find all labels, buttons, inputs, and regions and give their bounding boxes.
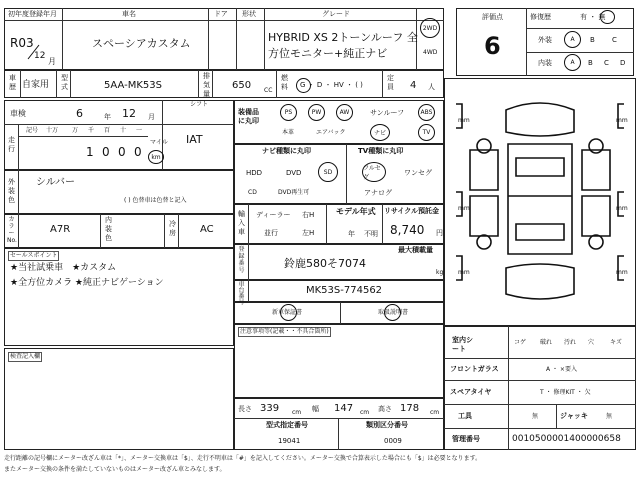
- equip-pw-circle: [308, 104, 325, 121]
- car-diagram: [450, 96, 630, 316]
- month-unit: 月: [148, 113, 155, 121]
- col-divider: [382, 204, 383, 244]
- exterior-label: 外装色: [8, 178, 15, 204]
- repair-label: 修復歴: [530, 13, 551, 21]
- col-divider: [248, 204, 249, 244]
- recycle-unit: 円: [436, 229, 443, 237]
- grade-line2: 方位モニター+純正ナビ: [268, 47, 388, 60]
- col-divider: [100, 214, 101, 248]
- km-circle: [148, 150, 164, 164]
- col-divider: [340, 302, 341, 324]
- height-label: 高さ: [378, 405, 392, 413]
- sheet-tear: 破れ: [540, 339, 553, 346]
- nav-sd-circle: [318, 162, 338, 182]
- reg-month: 12: [34, 51, 46, 61]
- spare-tire-options: T ・ 修理KIT ・ 欠: [540, 389, 591, 396]
- color-no: A7R: [50, 224, 71, 235]
- memo-label6: 十: [120, 127, 127, 134]
- drive-2wd: 2WD: [422, 24, 438, 32]
- nav-cd: CD: [248, 189, 257, 196]
- new-warranty: 新車保証書: [272, 309, 303, 316]
- usage: 自家用: [22, 80, 50, 90]
- col-divider: [346, 144, 347, 204]
- reg-label: 車歴: [9, 74, 16, 91]
- front-glass-label: フロントガラス: [450, 365, 499, 373]
- sheet-hole: 穴: [588, 339, 595, 346]
- equip-aw-circle: [336, 104, 353, 121]
- nav-dvd-play: DVD再生可: [278, 189, 310, 196]
- col-divider: [20, 70, 21, 98]
- nav-dvd: DVD: [286, 169, 302, 177]
- row-divider: [444, 380, 636, 381]
- mileage-label: 走行: [8, 136, 15, 153]
- car-name: スペーシアカスタム: [92, 37, 191, 50]
- capacity-label: 定員: [387, 74, 394, 91]
- col-divider: [264, 8, 265, 70]
- equip-ps-circle: [280, 104, 297, 121]
- recycle: 8,740: [390, 223, 425, 237]
- col-divider: [326, 204, 327, 244]
- mm-label: mm: [458, 205, 470, 212]
- memo-label1: 記号: [26, 127, 39, 134]
- inspector-label: 検査記入欄: [10, 353, 41, 360]
- grade-label: グレード: [322, 10, 350, 18]
- type-designation-label: 型式指定番号: [266, 421, 308, 429]
- import-dealer: ディーラー: [256, 211, 291, 219]
- overall-score: 6: [484, 32, 501, 60]
- mileage-digit: 1: [86, 145, 94, 159]
- year-unit: 年: [104, 113, 111, 121]
- memo-label4: 千: [88, 127, 95, 134]
- footer-line2: またメーター交換の条件を満たしていないものはメーター改ざん車とみなします。: [4, 466, 226, 473]
- manual-circle: [384, 304, 401, 321]
- mileage-digit: 0: [118, 145, 126, 159]
- exterior-score-label: 外装: [538, 36, 552, 44]
- displacement-label: 排気量: [203, 72, 210, 98]
- length-unit: cm: [292, 409, 302, 416]
- mileage-unit: km: [151, 153, 161, 161]
- chassis: MK53S-774562: [306, 285, 383, 296]
- equip-tv: TV: [422, 129, 431, 136]
- row-divider: [18, 136, 148, 137]
- import-right: 右H: [302, 211, 315, 219]
- interior-score-c: C: [604, 59, 609, 67]
- fuel-options: G ・ D ・ HV ・ ( ): [300, 81, 363, 89]
- row-divider: [4, 124, 234, 125]
- equip-ps: PS: [284, 109, 293, 116]
- equip-sunroof: サンルーフ: [370, 109, 405, 117]
- sales-point-label: セールスポイント: [10, 252, 58, 259]
- mgmt-label: 管理番号: [452, 435, 480, 443]
- warranty-circle: [280, 304, 297, 321]
- model-year-label: モデル年式: [336, 207, 376, 216]
- import-label: 輸入車: [238, 210, 245, 236]
- ac-label: 冷房: [169, 220, 176, 237]
- tools-label: 工具: [458, 412, 472, 420]
- tools-value: 無: [532, 413, 539, 420]
- nav-header: ナビ種類に丸印: [262, 147, 311, 155]
- shift-label: シフト: [190, 101, 209, 108]
- door-label: ドア: [214, 10, 228, 18]
- mm-label: mm: [616, 205, 628, 212]
- shaken-label: 車検: [10, 109, 26, 118]
- car-name-label: 車名: [122, 10, 136, 18]
- memo-label5: 百: [104, 127, 111, 134]
- reg-month-unit: 月: [48, 57, 56, 66]
- row-divider: [234, 418, 444, 419]
- shaken-month: 12: [122, 107, 136, 120]
- length: 339: [260, 403, 280, 414]
- capacity-unit: 人: [428, 83, 435, 91]
- mm-label: mm: [616, 269, 628, 276]
- sales-line: ★全方位カメラ ★純正ナビゲーション: [10, 278, 164, 288]
- col-divider: [198, 70, 199, 98]
- nav-hdd: HDD: [246, 169, 263, 177]
- equip-abs: ABS: [420, 109, 433, 116]
- first-reg-label: 初年度登録年月: [8, 10, 57, 18]
- col-divider: [556, 404, 557, 428]
- col-divider: [248, 244, 249, 280]
- mile-label: マイル: [150, 139, 168, 146]
- interior-label: 内装色: [105, 216, 112, 242]
- equip-navi-circle: [370, 124, 390, 141]
- tv-fullseg: フルセグ: [363, 165, 381, 181]
- exterior-note: ( ) 色替車は色替と記入: [124, 197, 187, 204]
- row-divider: [526, 52, 634, 53]
- inspector-block: [4, 348, 234, 450]
- shaken-year: 6: [76, 107, 83, 120]
- chassis-label: 車台番号: [238, 281, 245, 306]
- shift: IAT: [186, 133, 203, 146]
- manual: 取扱説明書: [378, 309, 409, 316]
- equip-tv-circle: [418, 124, 435, 141]
- tv-fullseg-circle: [362, 162, 386, 182]
- fuel-label: 燃料: [281, 74, 288, 91]
- width-unit: cm: [360, 409, 370, 416]
- col-divider: [338, 418, 339, 450]
- drive-4wd: 4WD: [423, 49, 438, 56]
- displacement: 650: [232, 80, 252, 91]
- length-label: 長さ: [238, 405, 252, 413]
- eval-label: 評価点: [482, 13, 503, 21]
- reg-number: 鈴鹿580そ7074: [284, 257, 366, 270]
- type-designation: 19041: [278, 437, 301, 445]
- height-unit: cm: [430, 409, 440, 416]
- col-divider: [208, 8, 209, 70]
- equipment-label: 装備品に丸印: [238, 108, 259, 125]
- equip-navi: ナビ: [373, 130, 386, 137]
- jack-value: 無: [606, 413, 613, 420]
- mm-label: mm: [458, 117, 470, 124]
- header-divider: [4, 20, 444, 21]
- exterior-a-circle: [564, 31, 581, 48]
- tv-oneseg: ワンセグ: [404, 169, 432, 177]
- memo-label7: 一: [136, 127, 143, 134]
- col-divider: [248, 280, 249, 302]
- cc-unit: CC: [264, 87, 273, 94]
- height: 178: [400, 403, 420, 414]
- shape-label: 形状: [242, 10, 256, 18]
- interior-score-a: A: [570, 59, 575, 66]
- kg-unit: kg: [436, 269, 444, 276]
- width-label: 幅: [312, 405, 319, 413]
- mgmt-no: 0010500001400000658: [512, 434, 621, 444]
- col-divider: [164, 214, 165, 248]
- interior-score-label: 内装: [538, 59, 552, 67]
- tv-header: TV種類に丸印: [358, 147, 404, 155]
- exterior-color: シルバー: [36, 177, 76, 188]
- nav-sd: SD: [323, 168, 333, 176]
- reg-number-label: 登録番号: [238, 246, 245, 274]
- col-divider: [56, 70, 57, 98]
- footer-line1: 走行距離の記号欄にメーター改ざん車は「*」、メーター交換車は「$」、走行不明車は「#」を記入してください。メーター交換で合算表示した場合にも「$」は必要となります。: [4, 455, 482, 462]
- interior-score-b: B: [588, 59, 593, 67]
- equip-abs-circle: [418, 104, 435, 121]
- recycle-label: リサイクル預託金: [384, 207, 440, 215]
- ac: AC: [200, 224, 214, 235]
- equip-airbag: エアバック: [316, 129, 346, 136]
- repair-options: 有 ・ 無: [580, 13, 606, 21]
- model-label: 型式: [61, 74, 68, 91]
- col-divider: [236, 8, 237, 70]
- row-divider: [444, 358, 636, 359]
- sheet-burn: コゲ: [514, 339, 527, 346]
- mm-label: mm: [616, 117, 628, 124]
- interior-sheet-label: 室内シート: [452, 336, 473, 353]
- row-divider: [444, 428, 636, 429]
- col-divider: [62, 8, 63, 70]
- equip-aw: AW: [339, 109, 350, 116]
- reg-slash: [26, 44, 40, 60]
- sales-line: ★当社試乗車 ★カスタム: [10, 263, 117, 273]
- memo-label2: 十万: [46, 127, 59, 134]
- import-parallel: 並行: [264, 229, 278, 237]
- mileage-digit: 0: [102, 145, 110, 159]
- col-divider: [382, 70, 383, 98]
- grade-line1: HYBRID XS 2トーンルーフ 全: [268, 31, 418, 44]
- docs-block: [234, 302, 444, 324]
- sheet-stain: 汚れ: [564, 339, 577, 346]
- col-divider: [18, 124, 19, 170]
- jack-label: ジャッキ: [560, 412, 588, 420]
- tv-analog: アナログ: [364, 189, 392, 197]
- col-divider: [212, 70, 213, 98]
- memo-label3: 万: [72, 127, 79, 134]
- capacity: 4: [410, 80, 417, 91]
- equip-pw: PW: [311, 109, 322, 116]
- col-divider: [70, 70, 71, 98]
- max-load-label: 最大積載量: [398, 246, 433, 254]
- notes-label: 注意事項等(記載・・不具合箇所): [240, 328, 329, 335]
- drive-2wd-circle: [420, 18, 440, 38]
- model-year-unit: 年: [348, 230, 355, 238]
- model-year-unknown: 不明: [364, 230, 378, 238]
- model: 5AA-MK53S: [104, 80, 162, 91]
- col-divider: [18, 170, 19, 214]
- repair-none-circle: [600, 10, 615, 24]
- mm-label: mm: [458, 269, 470, 276]
- col-divider: [508, 326, 509, 450]
- col-divider: [276, 70, 277, 98]
- spare-tire-label: スペアタイヤ: [450, 388, 492, 396]
- category-label: 類別区分番号: [366, 421, 408, 429]
- exterior-score-a: A: [570, 36, 575, 43]
- interior-a-circle: [564, 54, 581, 71]
- col-divider: [18, 214, 19, 248]
- equip-leather: 本革: [282, 129, 295, 136]
- mileage-digit: 0: [134, 145, 142, 159]
- sheet-scratch: キズ: [610, 339, 622, 346]
- category: 0009: [384, 437, 402, 445]
- interior-score-d: D: [620, 59, 626, 67]
- col-divider: [178, 214, 179, 248]
- width: 147: [334, 403, 354, 414]
- exterior-score-b: B: [590, 36, 595, 44]
- row-divider: [526, 28, 634, 29]
- reg-year: R03: [10, 36, 34, 50]
- color-no-label: カラーNo.: [7, 216, 17, 244]
- import-left: 左H: [302, 229, 315, 237]
- row-divider: [444, 404, 636, 405]
- exterior-score-c: C: [612, 36, 617, 44]
- col-divider: [526, 8, 527, 76]
- front-glass-options: A ・ ×要入: [546, 366, 577, 373]
